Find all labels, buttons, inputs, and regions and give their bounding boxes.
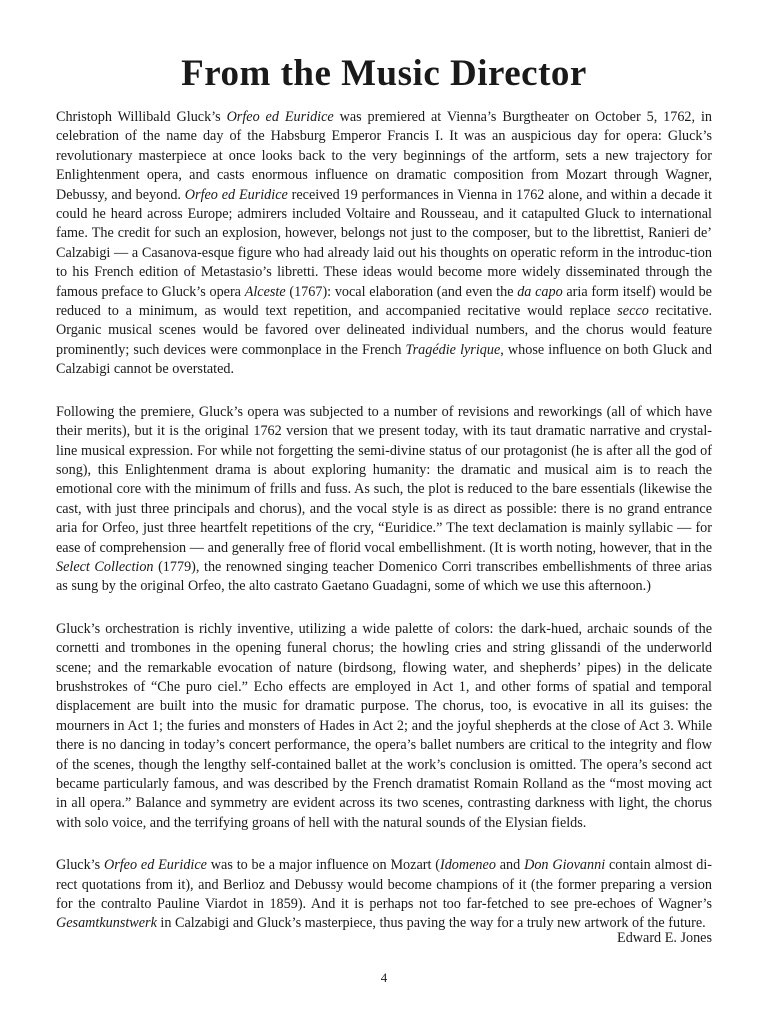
italic-text: Orfeo ed Euridice: [226, 109, 334, 125]
italic-text: Tragédie lyrique: [405, 341, 501, 358]
text-run: aria form itself) would be reduced to a minimum, as would text repetition, and accompanied recitative would replace: [56, 283, 712, 320]
text-run: contain almost di-rect quotations from it), and Berlioz and Debussy would become champions of it (the former preparing a version for the contralto Pauline Viardot in 1859). And it is perhaps not too far-fetched to see pre-echoes of Wagner’s: [56, 857, 712, 913]
italic-text: Don Giovanni: [524, 857, 606, 874]
text-run: in Calzabigi and Gluck’s masterpiece, thus paving the way for a truly new artwork of the future.: [156, 915, 706, 932]
text-run: Gluck’s: [56, 857, 104, 874]
text-run: Following the premiere, Gluck’s opera was subjected to a number of revisions and reworkings (all of which have their merits), but it is the original 1762 version that we present today, with its taut dramatic narrative and crystal-line musical expression. For while not forgetting the semi-divine status of our protagonist (he is after all the god of song), this Enlightenment drama is about exploring humanity: the dramatic and musical aim is to reach the emotional core with the minimum of frills and fuss. As such, the plot is reduced to the bare essentials (likewise the cast, with just three principals and chorus), and the vocal style is as direct as possible: there is no grand entrance aria for Orfeo, just three heartfelt repetitions of the cry, “Euridice.” The text declamation is mainly syllabic — for ease of comprehension — and generally free of florid vocal embellishment. (It is worth noting, however, that in the: [56, 403, 712, 556]
page-number: 4: [380, 970, 388, 985]
text-run: was to be a major influence on Mozart (: [206, 857, 440, 874]
italic-text: secco: [617, 303, 649, 320]
paragraph: [56, 403, 712, 597]
italic-text: Orfeo ed Euridice: [184, 186, 288, 203]
text-run: , whose influence on both Gluck and Calzabigi cannot be overstated.: [56, 341, 712, 378]
italic-text: Select Collection: [56, 558, 154, 575]
page-title: From the Music Director: [181, 53, 587, 94]
italic-text: Idomeneo: [439, 857, 496, 874]
text-run: (1779), the renowned singing teacher Domenico Corri transcribes embellishments of three arias as sung by the original Orfeo, the alto castrato Gaetano Guadagni, some of which we use this afternoon.): [56, 558, 712, 595]
text-run: and: [495, 857, 525, 874]
paragraph: [56, 856, 712, 934]
italic-text: Gesamtkunstwerk: [56, 915, 157, 932]
author-signature: Edward E. Jones: [617, 930, 712, 946]
italic-text: da capo: [517, 283, 563, 300]
text-run: Gluck’s orchestration is richly inventive, utilizing a wide palette of colors: the dark-hued, archaic sounds of the cornetti and trombones in the opening funeral chorus; the howling cries and string glissandi of the underworld scene; and the remarkable evocation of nature (birdsong, flowing water, and shepherds’ pipes) in the delicate brushstrokes of “Che puro ciel.” Echo effects are employed in Act 1, and other forms of spatial and temporal displacement are built into the music for dramatic purpose. The chorus, too, is evocative in all its guises: the mourners in Act 1; the furies and monsters of Hades in Act 2; and the joyful shepherds at the close of Act 3. While there is no dancing in today’s concert performance, the opera’s ballet numbers are critical to the integrity and flow of the scenes, though the lengthy self-contained ballet at the work’s conclusion is omitted. The opera’s second act became particularly famous, and was described by the French dramatist Romain Rolland as the “most moving act in all opera.” Balance and symmetry are evident across its two scenes, contrasting darkness with light, the chorus with solo voice, and the terrifying groans of hell with the natural sounds of the Elysian fields.: [56, 620, 712, 831]
text-run: recitative. Organic musical scenes would be favored over delineated individual numbers, and the chorus would feature prominently; such devices were commonplace in the French: [56, 303, 712, 358]
text-run: (1767): vocal elaboration (and even the: [285, 283, 518, 300]
text-run: was premiered at Vienna’s Burgtheater on October 5, 1762, in celebration of the name day of the Habsburg Emperor Francis I. It was an auspicious day for opera: Gluck’s revolutionary masterpiece at once looks back to the very beginnings of the artform, sets a new trajectory for Enlightenment opera, and casts enormous influence on dramatic composition from Mozart through Wagner, Debussy, and beyond.: [56, 109, 712, 203]
paragraph: [56, 620, 712, 833]
article-body: [56, 108, 712, 934]
paragraph: [56, 108, 712, 380]
text-run: Christoph Willibald Gluck’s: [56, 109, 227, 125]
italic-text: Orfeo ed Euridice: [103, 857, 207, 874]
italic-text: Alceste: [244, 283, 286, 300]
text-run: received 19 performances in Vienna in 1762 alone, and within a decade it could he heard across Europe; admirers included Voltaire and Rousseau, and it catapulted Gluck to international fame. The credit for such an explosion, however, belongs not just to the composer, but to the librettist, Ranieri de’ Calzabigi — a Casanova-esque figure who had already laid out his thoughts on operatic reform in the introduc-tion to his French edition of Metastasio’s libretti. These ideas would become more widely disseminated through the famous preface to Gluck’s opera: [56, 186, 712, 300]
